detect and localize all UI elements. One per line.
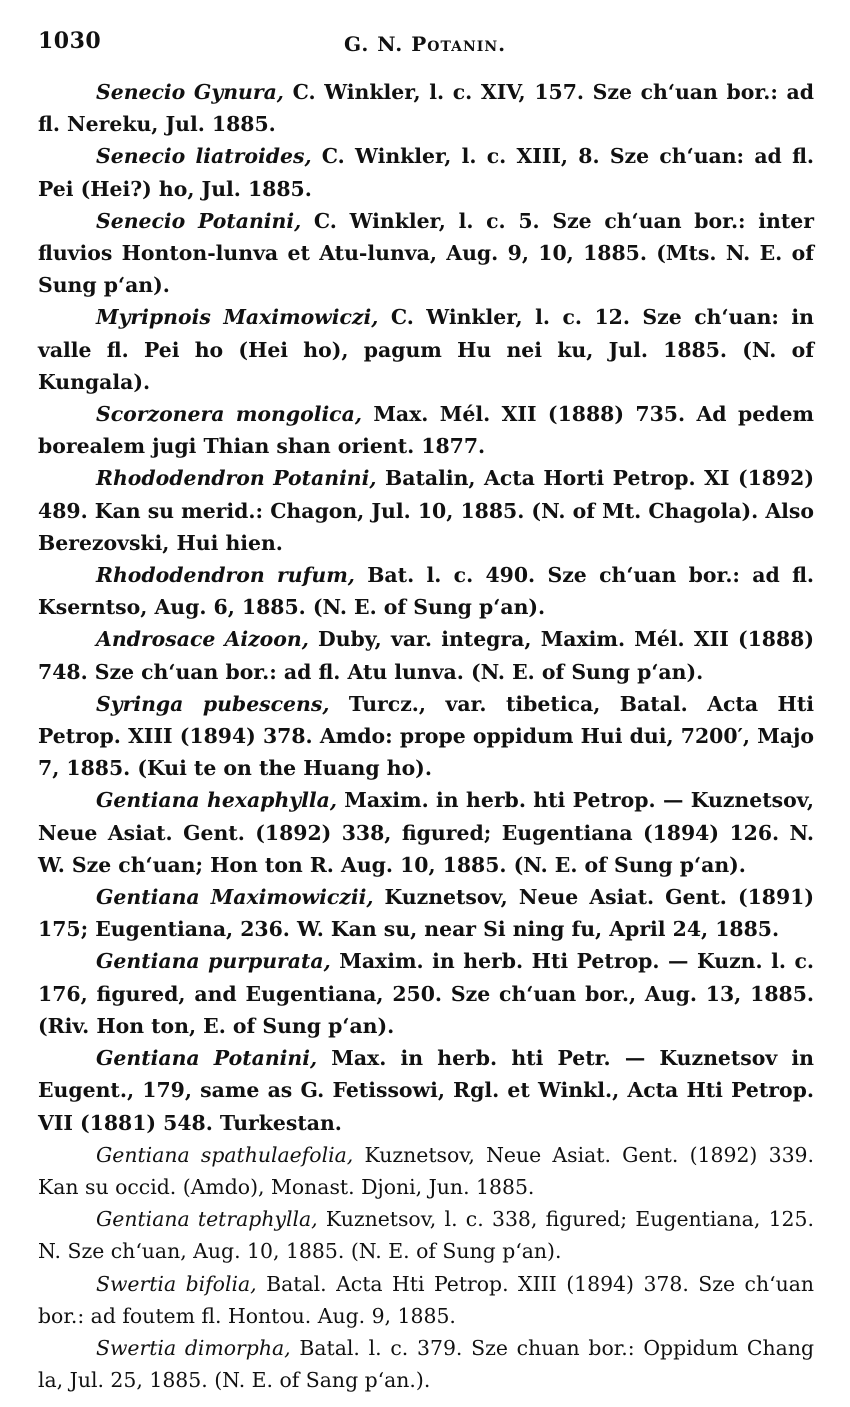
species-entry <box>38 301 814 398</box>
page-header <box>38 0 814 76</box>
species-name: Gentiana tetraphylla, <box>96 1207 318 1232</box>
species-entry <box>38 559 814 623</box>
species-citation: Batalin, Acta Horti Petrop. XI (1892) 489. Kan su merid.: Chagon, Jul. 10, 1885. (N. of Mt. Chagola). Also Berezovski, Hui hien. <box>38 466 814 555</box>
species-citation: Turcz., var. tibetica, Batal. Acta Hti Petrop. XIII (1894) 378. Amdo: prope oppidum Hui dui, 7200′, Majo 7, 1885. (Kui te on the Huang ho). <box>38 691 814 781</box>
species-name: Syringa pubescens, <box>96 691 330 716</box>
species-name: Senecio liatroides, <box>96 144 312 169</box>
species-citation: C. Winkler, l. c. 12. Sze chʻuan: in valle fl. Pei ho (Hei ho), pagum Hu nei ku, Jul. 1885. (N. of Kungala). <box>38 305 814 394</box>
species-citation: Max. Mél. XII (1888) 735. Ad pedem borealem jugi Thian shan orient. 1877. <box>38 402 815 459</box>
species-entry <box>38 688 814 785</box>
species-name: Swertia bifolia, <box>96 1271 257 1296</box>
species-citation: Kuznetsov, l. c. 338, figured; Eugentiana, 125. N. Sze chʻuan, Aug. 10, 1885. (N. E. of Sung pʻan). <box>38 1207 814 1264</box>
species-citation: C. Winkler, l. c. XIV, 157. Sze chʻuan bor.: ad fl. Nereku, Jul. 1885. <box>38 80 814 137</box>
page-number: 1030 <box>38 28 102 54</box>
species-citation: Kuznetsov, Neue Asiat. Gent. (1892) 339. Kan su occid. (Amdo), Monast. Djoni, Jun. 1885. <box>38 1142 814 1199</box>
species-citation: Batal. Acta Hti Petrop. XIII (1894) 378. Sze chʻuan bor.: ad foutem fl. Hontou. Aug. 9, 1885. <box>38 1271 814 1328</box>
species-name: Senecio Gynura, <box>96 80 284 104</box>
species-citation: Batal. l. c. 379. Sze chuan bor.: Oppidum Chang la, Jul. 25, 1885. (N. E. of Sang pʻan.). <box>38 1335 815 1393</box>
species-entry <box>38 1268 814 1332</box>
species-entry <box>38 881 814 945</box>
species-name: Scorzonera mongolica, <box>96 402 362 427</box>
species-name: Gentiana Potanini, <box>96 1046 318 1071</box>
species-entry <box>38 76 814 140</box>
species-name: Gentiana Maximowiczii, <box>96 885 374 910</box>
species-name: Gentiana spathulaefolia, <box>96 1142 354 1167</box>
running-title: G. N. Potanin. <box>344 32 507 56</box>
species-entry <box>38 1332 814 1396</box>
species-entry <box>38 205 814 302</box>
species-entry <box>38 1203 814 1267</box>
species-name: Myripnois Maximowiczi, <box>96 305 379 330</box>
species-name: Senecio Potanini, <box>96 208 302 233</box>
species-entry <box>38 140 814 204</box>
species-name: Androsace Aizoon, <box>96 627 309 652</box>
species-citation: C. Winkler, l. c. XIII, 8. Sze chʻuan: ad fl. Pei (Hei?) ho, Jul. 1885. <box>38 144 814 201</box>
species-name: Gentiana hexaphylla, <box>96 788 337 813</box>
species-citation: Maxim. in herb. Hti Petrop. — Kuzn. l. c. 176, figured, and Eugentiana, 250. Sze chʻuan bor., Aug. 13, 1885. (Riv. Hon ton, E. of Sung pʻan). <box>38 949 814 1038</box>
species-entry <box>38 784 814 881</box>
species-entry <box>38 398 814 462</box>
species-citation: Maxim. in herb. hti Petrop. — Kuznetsov, Neue Asiat. Gent. (1892) 338, figured; Eugentiana (1894) 126. N. W. Sze chʻuan; Hon ton R. Aug. 10, 1885. (N. E. of Sung pʻan). <box>38 788 814 877</box>
species-citation: C. Winkler, l. c. 5. Sze chʻuan bor.: inter fluvios Honton-lunva et Atu-lunva, Aug. 9, 10, 1885. (Mts. N. E. of Sung pʻan). <box>38 208 814 298</box>
species-citation: Max. in herb. hti Petr. — Kuznetsov in Eugent., 179, same as G. Fetissowi, Rgl. et Winkl., Acta Hti Petrop. VII (1881) 548. Turkestan. <box>38 1046 814 1135</box>
species-entry <box>38 1042 814 1139</box>
species-citation: Kuznetsov, Neue Asiat. Gent. (1891) 175; Eugentiana, 236. W. Kan su, near Si ning fu, April 24, 1885. <box>38 885 814 942</box>
species-entry <box>38 945 814 1042</box>
species-entry <box>38 623 814 687</box>
species-list <box>38 76 814 1396</box>
species-citation: Bat. l. c. 490. Sze chʻuan bor.: ad fl. Kserntso, Aug. 6, 1885. (N. E. of Sung pʻan). <box>38 563 814 620</box>
species-name: Swertia dimorpha, <box>96 1335 291 1360</box>
species-name: Rhododendron Potanini, <box>96 466 377 491</box>
species-name: Rhododendron rufum, <box>96 563 355 588</box>
species-entry <box>38 462 814 559</box>
species-name: Gentiana purpurata, <box>96 949 331 974</box>
species-entry <box>38 1139 814 1203</box>
species-citation: Duby, var. integra, Maxim. Mél. XII (1888) 748. Sze chʻuan bor.: ad fl. Atu lunva. (N. E. of Sung pʻan). <box>38 627 814 684</box>
